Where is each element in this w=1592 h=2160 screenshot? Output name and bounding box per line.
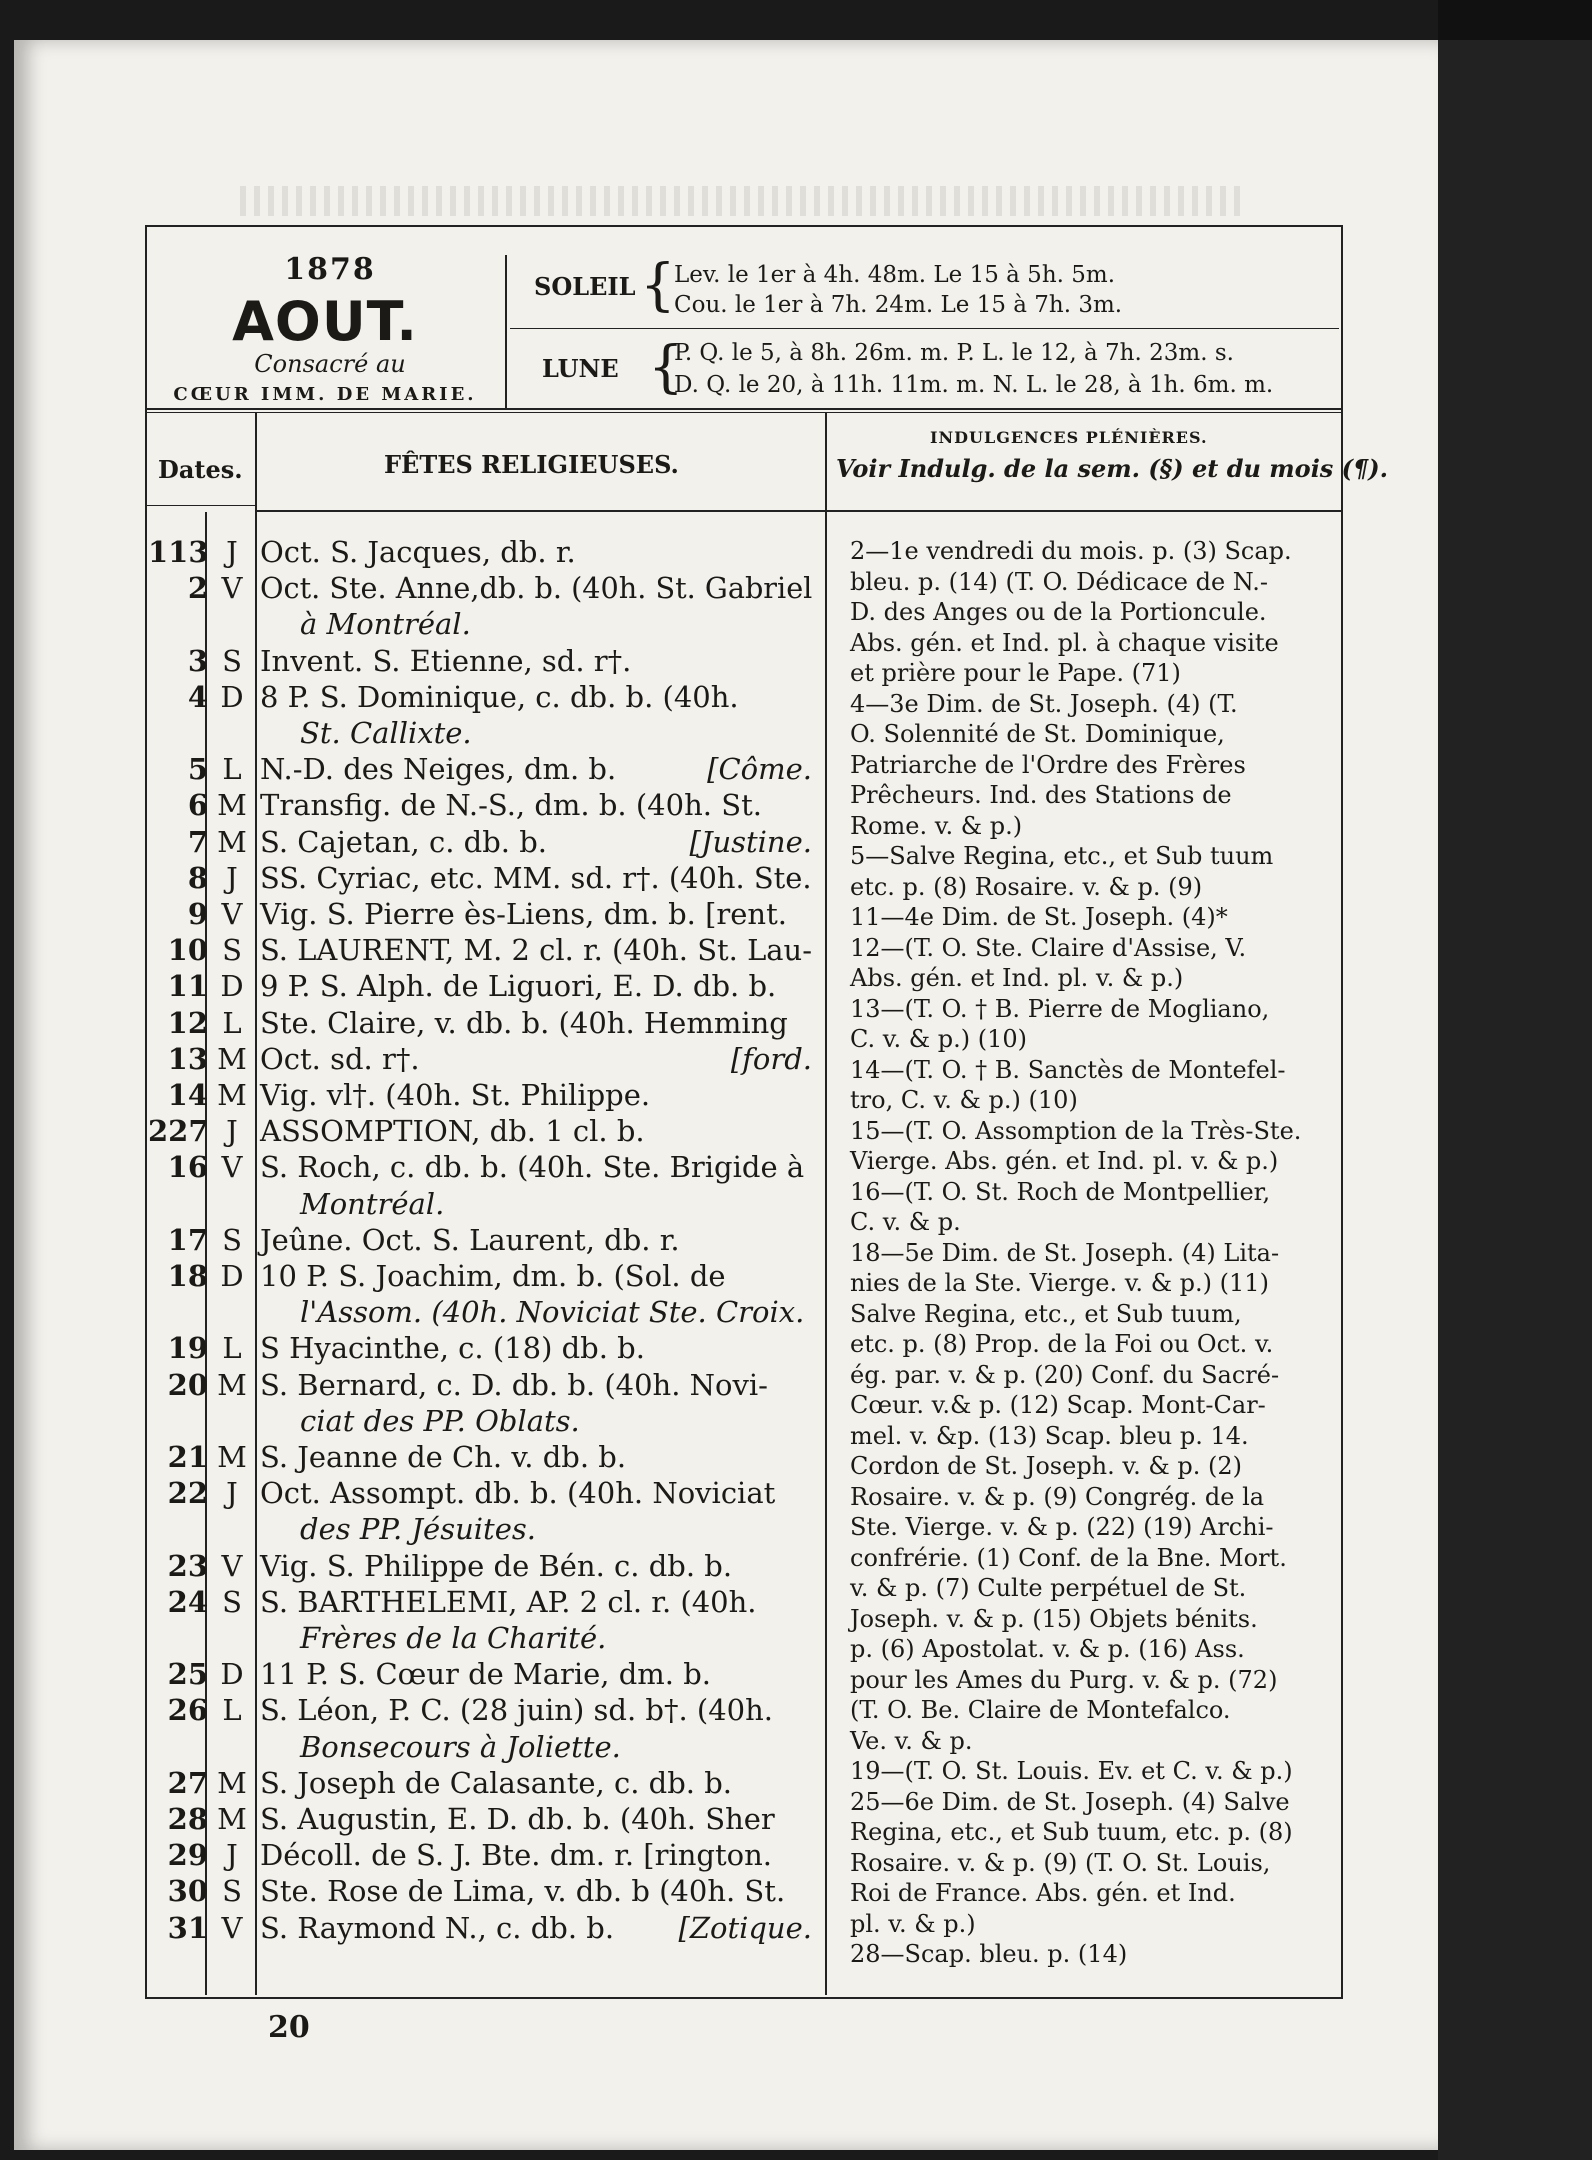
day-of-year-number: 30 — [167, 1874, 208, 1909]
weekday-letter: J — [226, 1838, 238, 1873]
fete-row — [0, 825, 822, 859]
header-divider — [145, 408, 1341, 410]
page-edge-right — [1438, 40, 1592, 2160]
day-of-year-number: 31 — [167, 1910, 208, 1945]
soleil-brace: { — [640, 253, 676, 318]
fete-text: Vig. S. Pierre ès-Liens, dm. b. [rent. — [260, 897, 787, 931]
fete-text: 9 P. S. Alph. de Liguori, E. D. db. b. — [260, 969, 777, 1004]
fete-row — [0, 897, 822, 931]
weekday-letter: V — [221, 1548, 243, 1583]
fete-row — [0, 571, 822, 605]
fete-row — [0, 1730, 822, 1764]
soleil-line-2: Cou. le 1er à 7h. 24m. Le 15 à 7h. 3m. — [674, 292, 1123, 318]
weekday-letter: J — [226, 1114, 238, 1149]
indulgence-line: bleu. p. (14) (T. O. Dédicace de N.- — [850, 567, 1269, 596]
fete-text: Ste. Claire, v. db. b. (40h. Hemming — [260, 1005, 788, 1040]
fete-row — [0, 752, 822, 786]
weekday-letter: L — [222, 752, 242, 787]
indulgence-line: Vierge. Abs. gén. et Ind. pl. v. & p.) — [850, 1147, 1279, 1175]
indulgence-line: mel. v. &p. (13) Scap. bleu p. 14. — [850, 1421, 1249, 1450]
fete-text: S. Raymond N., c. db. b. — [260, 1910, 615, 1945]
fete-row — [0, 1114, 822, 1148]
fete-overflow-text: [Côme. — [707, 752, 812, 787]
day-of-year-number: 4 — [187, 679, 208, 714]
fete-text: SS. Cyriac, etc. MM. sd. r†. (40h. Ste. — [260, 860, 812, 895]
indulgence-line: 25—6e Dim. de St. Joseph. (4) Salve — [850, 1787, 1290, 1816]
weekday-letter: M — [217, 1802, 247, 1836]
fete-text: Vig. vl†. (40h. St. Philippe. — [260, 1078, 651, 1112]
fete-text: 10 P. S. Joachim, dm. b. (Sol. de — [260, 1259, 726, 1293]
fete-row — [0, 1259, 822, 1293]
column-head-divider — [256, 510, 1341, 512]
indulgence-line: 15—(T. O. Assomption de la Très-Ste. — [850, 1116, 1302, 1145]
indulgence-line: 12—(T. O. Ste. Claire d'Assise, V. — [850, 933, 1247, 962]
fete-text: Jeûne. Oct. S. Laurent, db. r. — [260, 1222, 680, 1257]
fete-row — [0, 1874, 822, 1908]
day-of-year-number: 23 — [167, 1548, 208, 1583]
weekday-letter: M — [217, 1440, 247, 1474]
lune-brace: { — [648, 335, 684, 400]
fete-text: ASSOMPTION, db. 1 cl. b. — [260, 1114, 645, 1149]
weekday-letter: M — [217, 1765, 247, 1800]
indulgence-line: p. (6) Apostolat. v. & p. (16) Ass. — [850, 1635, 1245, 1663]
weekday-letter: L — [222, 1331, 242, 1366]
fete-continuation: Bonsecours à Joliette. — [300, 1729, 621, 1764]
weekday-letter: L — [222, 1693, 242, 1728]
indulgence-line: 5—Salve Regina, etc., et Sub tuum — [850, 842, 1274, 870]
indulgence-line: Cordon de St. Joseph. v. & p. (2) — [850, 1452, 1242, 1480]
fete-row — [0, 1657, 822, 1691]
weekday-letter: M — [217, 824, 247, 859]
header-divider-thin — [145, 412, 1341, 413]
day-of-year-number: 19 — [167, 1331, 208, 1366]
indulgence-line: 13—(T. O. † B. Pierre de Mogliano, — [850, 994, 1270, 1023]
fete-continuation: Montréal. — [300, 1186, 445, 1221]
weekday-letter: S — [222, 1584, 242, 1619]
fete-continuation: l'Assom. (40h. Noviciat Ste. Croix. — [300, 1295, 805, 1330]
header-separator — [505, 255, 507, 410]
weekday-letter: S — [222, 933, 242, 968]
indulgence-line: 4—3e Dim. de St. Joseph. (4) (T. — [850, 689, 1238, 718]
soleil-lune-divider — [510, 328, 1339, 329]
fete-text: S. Bernard, c. D. db. b. (40h. Novi- — [260, 1367, 768, 1402]
fete-row — [0, 1585, 822, 1619]
lune-line-1: P. Q. le 5, à 8h. 26m. m. P. L. le 12, à 7h. 23m. s. — [674, 340, 1234, 366]
indulgence-line: Regina, etc., et Sub tuum, etc. p. (8) — [850, 1818, 1293, 1846]
weekday-letter: D — [220, 969, 244, 1004]
fete-overflow-text: [Justine. — [689, 824, 812, 859]
fete-text: N.-D. des Neiges, dm. b. — [260, 752, 617, 787]
fetes-column-header: FÊTES RELIGIEUSES. — [384, 450, 679, 479]
indulgence-line: Abs. gén. et Ind. pl. v. & p.) — [850, 964, 1184, 992]
dates-column-header: Dates. — [158, 455, 243, 484]
fete-row — [0, 788, 822, 822]
year: 1878 — [284, 252, 376, 287]
fete-row — [0, 1404, 822, 1438]
fete-row — [0, 535, 822, 569]
consacre-label: Consacré au — [254, 350, 406, 378]
soleil-line-1: Lev. le 1er à 4h. 48m. Le 15 à 5h. 5m. — [674, 262, 1116, 288]
day-of-year-number: 13 — [167, 1041, 208, 1076]
day-of-year-number: 11 — [167, 969, 208, 1004]
indulgence-line: Salve Regina, etc., et Sub tuum, — [850, 1299, 1242, 1328]
day-of-year-number: 12 — [167, 1005, 208, 1040]
indulgence-line: ég. par. v. & p. (20) Conf. du Sacré- — [850, 1360, 1280, 1389]
weekday-letter: V — [221, 571, 243, 606]
indulgence-line: confrérie. (1) Conf. de la Bne. Mort. — [850, 1543, 1287, 1572]
bleed-through-text — [240, 186, 1240, 216]
fete-row — [0, 1368, 822, 1402]
fete-row — [0, 969, 822, 1003]
fete-text: Invent. S. Etienne, sd. r†. — [260, 643, 632, 678]
fete-row — [0, 1911, 822, 1945]
fete-text: Transfig. de N.-S., dm. b. (40h. St. — [260, 788, 762, 823]
indulgence-line: Cœur. v.& p. (12) Scap. Mont-Car- — [850, 1391, 1266, 1419]
indulgence-line: pour les Ames du Purg. v. & p. (72) — [850, 1665, 1278, 1694]
weekday-letter: J — [226, 1476, 238, 1511]
fete-text: S. LAURENT, M. 2 cl. r. (40h. St. Lau- — [260, 933, 812, 968]
fete-row — [0, 1838, 822, 1872]
lune-label: LUNE — [542, 354, 619, 383]
indulgence-line: C. v. & p. — [850, 1208, 961, 1236]
weekday-letter: D — [220, 1657, 244, 1692]
indulgence-line: v. & p. (7) Culte perpétuel de St. — [850, 1574, 1247, 1602]
fete-text: S. Léon, P. C. (28 juin) sd. b†. (40h. — [260, 1693, 774, 1728]
weekday-letter: V — [221, 1150, 243, 1185]
fete-row — [0, 607, 822, 641]
fete-continuation: à Montréal. — [300, 607, 471, 642]
indulg-column-line — [825, 412, 827, 1995]
day-of-year-number: 8 — [187, 860, 208, 895]
fete-text: Vig. S. Philippe de Bén. c. db. b. — [260, 1548, 733, 1583]
day-of-year-number: 7 — [187, 824, 208, 859]
day-of-year-number: 28 — [167, 1802, 208, 1836]
fete-row — [0, 1693, 822, 1727]
fete-text: S. Roch, c. db. b. (40h. Ste. Brigide à — [260, 1150, 805, 1185]
fete-row — [0, 1476, 822, 1510]
fete-text: Oct. Ste. Anne,db. b. (40h. St. Gabriel — [260, 571, 813, 606]
weekday-letter: D — [220, 1259, 244, 1293]
fete-row — [0, 1187, 822, 1221]
day-of-year-number: 21 — [167, 1440, 208, 1474]
day-of-year-number: 18 — [167, 1259, 208, 1293]
fete-continuation: des PP. Jésuites. — [300, 1512, 536, 1547]
weekday-letter: D — [220, 679, 244, 714]
day-of-year-number: 6 — [187, 788, 208, 823]
indulgence-line: Ve. v. & p. — [850, 1726, 973, 1755]
month-title: AOUT. — [232, 290, 418, 353]
indulgence-line: tro, C. v. & p.) (10) — [850, 1086, 1078, 1114]
fete-row — [0, 861, 822, 895]
day-of-year-number: 9 — [187, 897, 208, 931]
weekday-letter: J — [226, 535, 238, 569]
day-of-year-number: 22 — [167, 1476, 208, 1511]
indulgence-line: 2—1e vendredi du mois. p. (3) Scap. — [850, 537, 1292, 565]
fete-row — [0, 1223, 822, 1257]
indulgence-line: 14—(T. O. † B. Sanctès de Montefel- — [850, 1055, 1286, 1084]
fete-row — [0, 1766, 822, 1800]
indulgence-line: 28—Scap. bleu. p. (14) — [850, 1940, 1128, 1968]
fete-text: 8 P. S. Dominique, c. db. b. (40h. — [260, 679, 739, 714]
fete-row — [0, 1042, 822, 1076]
indulgence-line: (T. O. Be. Claire de Montefalco. — [850, 1696, 1231, 1724]
page-edge-top — [1438, 0, 1592, 40]
indulgence-line: Roi de France. Abs. gén. et Ind. — [850, 1879, 1236, 1907]
fete-row — [0, 644, 822, 678]
fete-overflow-text: [Zotique. — [678, 1910, 812, 1945]
weekday-letter: M — [217, 1078, 247, 1112]
day-of-year-number: 26 — [167, 1693, 208, 1728]
weekday-letter: M — [217, 1041, 247, 1076]
indulgence-line: Prêcheurs. Ind. des Stations de — [850, 781, 1232, 809]
fete-text: S. BARTHELEMI, AP. 2 cl. r. (40h. — [260, 1584, 757, 1619]
weekday-letter: S — [222, 643, 242, 678]
fete-text: S. Cajetan, c. db. b. — [260, 824, 547, 859]
indulgence-line: 16—(T. O. St. Roch de Montpellier, — [850, 1177, 1271, 1206]
fete-row — [0, 1150, 822, 1184]
fete-row — [0, 1078, 822, 1112]
indulgence-line: etc. p. (8) Rosaire. v. & p. (9) — [850, 872, 1203, 901]
day-of-year-number: 5 — [187, 752, 208, 787]
indulgence-line: et prière pour le Pape. (71) — [850, 659, 1181, 687]
weekday-letter: J — [226, 860, 238, 895]
fete-text: Oct. sd. r†. — [260, 1041, 420, 1076]
weekday-letter: V — [221, 1910, 243, 1945]
day-of-year-number: 20 — [167, 1367, 208, 1402]
fete-continuation: Frères de la Charité. — [300, 1621, 607, 1655]
day-of-year-number: 27 — [167, 1765, 208, 1800]
day-of-year-number: 2 — [187, 571, 208, 606]
fete-text: 11 P. S. Cœur de Marie, dm. b. — [260, 1657, 712, 1692]
day-of-year-number: 10 — [167, 933, 208, 968]
fete-overflow-text: [ford. — [730, 1041, 812, 1076]
fete-continuation: St. Callixte. — [300, 716, 472, 750]
weekday-letter: M — [217, 1367, 247, 1402]
day-of-year-number: 29 — [167, 1838, 208, 1873]
indulgence-line: Rome. v. & p.) — [850, 811, 1023, 840]
indulgence-line: C. v. & p.) (10) — [850, 1025, 1027, 1053]
fete-row — [0, 1621, 822, 1655]
fete-row — [0, 1802, 822, 1836]
indulgence-line: Rosaire. v. & p. (9) Congrég. de la — [850, 1482, 1265, 1511]
indulgence-line: pl. v. & p.) — [850, 1909, 976, 1938]
indulgences-column-header: INDULGENCES PLÉNIÈRES. — [930, 428, 1208, 447]
fete-text: Ste. Rose de Lima, v. db. b (40h. St. — [260, 1874, 786, 1909]
fete-row — [0, 680, 822, 714]
fete-row — [0, 1331, 822, 1365]
indulgence-line: 18—5e Dim. de St. Joseph. (4) Lita- — [850, 1238, 1280, 1267]
indulgence-line: Ste. Vierge. v. & p. (22) (19) Archi- — [850, 1513, 1274, 1541]
fete-text: Oct. Assompt. db. b. (40h. Noviciat — [260, 1476, 776, 1511]
fete-row — [0, 1295, 822, 1329]
fete-text: S. Jeanne de Ch. v. db. b. — [260, 1440, 627, 1474]
fete-text: Décoll. de S. J. Bte. dm. r. [rington. — [260, 1838, 773, 1873]
day-of-year-number: 25 — [167, 1657, 208, 1692]
indulgence-line: nies de la Ste. Vierge. v. & p.) (11) — [850, 1269, 1269, 1297]
indulgence-line: O. Solennité de St. Dominique, — [850, 720, 1225, 748]
fete-row — [0, 716, 822, 750]
indulgence-line: Patriarche de l'Ordre des Frères — [850, 750, 1246, 779]
fete-row — [0, 933, 822, 967]
day-of-year-number: 16 — [167, 1150, 208, 1185]
indulgence-line: Joseph. v. & p. (15) Objets bénits. — [850, 1604, 1258, 1633]
fete-text: S. Augustin, E. D. db. b. (40h. Sher — [260, 1802, 775, 1836]
indulgence-line: Rosaire. v. & p. (9) (T. O. St. Louis, — [850, 1848, 1271, 1877]
fete-row — [0, 1006, 822, 1040]
day-of-year-number: 227 — [148, 1114, 209, 1149]
day-of-year-number: 17 — [167, 1222, 208, 1257]
fete-row — [0, 1440, 822, 1474]
indulgence-line: Abs. gén. et Ind. pl. à chaque visite — [850, 628, 1279, 657]
weekday-letter: S — [222, 1874, 242, 1909]
indulgence-line: 19—(T. O. St. Louis. Ev. et C. v. & p.) — [850, 1757, 1293, 1785]
indulgences-subheader: Voir Indulg. de la sem. (§) et du mois (¶). — [836, 454, 1389, 483]
fete-row — [0, 1512, 822, 1546]
weekday-letter: V — [221, 897, 243, 931]
indulgence-line: etc. p. (8) Prop. de la Foi ou Oct. v. — [850, 1330, 1274, 1358]
soleil-label: SOLEIL — [534, 272, 636, 301]
weekday-letter: S — [222, 1222, 242, 1257]
indulgence-line: 11—4e Dim. de St. Joseph. (4)* — [850, 903, 1228, 931]
weekday-letter: M — [217, 788, 247, 823]
fete-text: S Hyacinthe, c. (18) db. b. — [260, 1331, 645, 1366]
fete-row — [0, 1549, 822, 1583]
page-number: 20 — [268, 2010, 310, 2045]
day-of-year-number: 113 — [148, 535, 209, 569]
indulgence-line: D. des Anges ou de la Portioncule. — [850, 598, 1267, 626]
dedication-label: CŒUR IMM. DE MARIE. — [173, 384, 477, 405]
weekday-letter: L — [222, 1005, 242, 1040]
column-head-divider-left — [147, 505, 257, 506]
fete-text: S. Joseph de Calasante, c. db. b. — [260, 1765, 732, 1800]
day-of-year-number: 3 — [187, 643, 208, 678]
fete-text: Oct. S. Jacques, db. r. — [260, 535, 576, 569]
day-of-year-number: 24 — [167, 1584, 208, 1619]
fete-continuation: ciat des PP. Oblats. — [300, 1403, 580, 1438]
day-of-year-number: 14 — [167, 1078, 208, 1112]
lune-line-2: D. Q. le 20, à 11h. 11m. m. N. L. le 28, à 1h. 6m. m. — [674, 372, 1274, 398]
